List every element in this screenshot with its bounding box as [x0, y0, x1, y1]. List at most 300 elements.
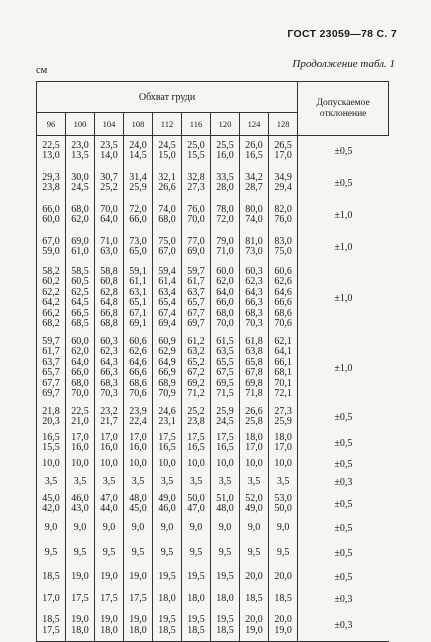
- value-line: 10,0: [100, 458, 118, 470]
- value-line: 9,5: [160, 546, 174, 558]
- value-line: 64,2: [42, 297, 60, 308]
- value-cell: [66, 431, 95, 456]
- value-line: 20,0: [274, 614, 292, 626]
- value-cell: [240, 456, 269, 474]
- value-line: 16,0: [100, 442, 118, 453]
- value-line: 17,5: [42, 624, 60, 636]
- tolerance-cell: ±0,3: [298, 611, 389, 642]
- value-line: 16,0: [216, 150, 234, 162]
- value-cell: [66, 264, 95, 333]
- value-line: 32,8: [187, 171, 205, 183]
- value-line: 71,0: [216, 246, 234, 257]
- value-line: 19,0: [129, 571, 147, 583]
- value-line: 17,0: [274, 442, 292, 453]
- value-cell: [37, 474, 66, 492]
- value-cell: [124, 404, 153, 431]
- value-line: 17,0: [274, 150, 292, 162]
- value-cell: [153, 264, 182, 333]
- value-cell: [240, 264, 269, 333]
- value-line: 10,0: [42, 458, 60, 470]
- value-line: 3,5: [218, 476, 232, 488]
- value-line: 60,9: [158, 335, 176, 347]
- value-cell: [153, 540, 182, 567]
- value-cell: [66, 456, 95, 474]
- value-cell: [182, 611, 211, 642]
- value-cell: [124, 589, 153, 611]
- value-line: 69,1: [129, 318, 147, 329]
- value-line: 22,5: [71, 405, 89, 417]
- value-line: 16,5: [158, 442, 176, 453]
- value-line: 68,1: [274, 367, 292, 378]
- value-cell: [240, 492, 269, 517]
- value-cell: [211, 136, 240, 167]
- tolerance-cell: ±0,5: [298, 567, 389, 589]
- value-line: 24,6: [158, 405, 176, 417]
- value-line: 48,0: [216, 503, 234, 514]
- value-cell: [95, 474, 124, 492]
- value-line: 19,5: [158, 571, 176, 583]
- tolerance-cell: ±0,3: [298, 589, 389, 611]
- value-line: 70,0: [187, 214, 205, 225]
- value-cell: [95, 264, 124, 333]
- value-line: 70,0: [71, 388, 89, 399]
- value-line: 19,5: [187, 614, 205, 626]
- value-cell: [211, 456, 240, 474]
- tolerance-cell: ±0,5: [298, 167, 389, 200]
- value-line: 18,5: [245, 593, 263, 605]
- value-cell: [211, 231, 240, 264]
- value-line: 17,5: [71, 593, 89, 605]
- value-line: 69,4: [158, 318, 176, 329]
- value-line: 69,2: [187, 377, 205, 389]
- value-line: 79,0: [216, 235, 234, 247]
- value-line: 58,2: [42, 265, 60, 277]
- value-cell: [211, 492, 240, 517]
- value-line: 13,5: [71, 150, 89, 162]
- value-cell: [37, 231, 66, 264]
- value-line: 19,0: [71, 614, 89, 626]
- value-line: 63,7: [42, 356, 60, 368]
- value-line: 50,0: [187, 492, 205, 504]
- value-line: 81,0: [245, 235, 263, 247]
- value-line: 18,0: [71, 624, 89, 636]
- value-cell: [269, 517, 298, 540]
- value-cell: [269, 136, 298, 167]
- value-cell: [182, 540, 211, 567]
- value-cell: [95, 540, 124, 567]
- value-line: 20,0: [245, 614, 263, 626]
- value-cell: [95, 431, 124, 456]
- value-line: 65,0: [129, 246, 147, 257]
- value-cell: [95, 167, 124, 200]
- value-line: 9,0: [276, 521, 290, 533]
- value-cell: [182, 474, 211, 492]
- value-cell: [124, 231, 153, 264]
- value-cell: [124, 456, 153, 474]
- value-cell: [211, 431, 240, 456]
- value-line: 63,8: [245, 346, 263, 357]
- value-cell: [269, 231, 298, 264]
- value-line: 64,3: [245, 286, 263, 298]
- value-line: 50,0: [274, 503, 292, 514]
- value-line: 72,1: [274, 388, 292, 399]
- size-header-100: 100: [66, 113, 95, 136]
- tolerance-cell: ±0,5: [298, 136, 389, 167]
- tolerance-cell: ±0,5: [298, 404, 389, 431]
- value-line: 62,0: [71, 214, 89, 225]
- value-line: 18,0: [129, 624, 147, 636]
- value-cell: [153, 431, 182, 456]
- value-cell: [37, 333, 66, 404]
- value-cell: [182, 517, 211, 540]
- value-line: 52,0: [245, 492, 263, 504]
- value-line: 18,0: [274, 431, 292, 443]
- value-line: 9,0: [102, 521, 116, 533]
- value-cell: [66, 517, 95, 540]
- value-line: 66,5: [71, 307, 89, 319]
- value-line: 68,0: [158, 214, 176, 225]
- value-line: 51,0: [216, 492, 234, 504]
- value-line: 9,5: [102, 546, 116, 558]
- value-line: 15,5: [42, 442, 60, 453]
- value-line: 24,5: [158, 139, 176, 151]
- value-line: 64,9: [158, 356, 176, 368]
- value-cell: [95, 567, 124, 589]
- value-line: 20,0: [245, 571, 263, 583]
- chest-girth-header: Обхват груди: [37, 82, 298, 113]
- value-line: 10,0: [158, 458, 176, 470]
- value-line: 17,0: [71, 431, 89, 443]
- value-line: 58,5: [71, 265, 89, 277]
- value-line: 67,7: [187, 307, 205, 319]
- value-cell: [37, 456, 66, 474]
- value-line: 66,6: [129, 367, 147, 378]
- value-line: 65,7: [187, 297, 205, 308]
- value-line: 34,2: [245, 171, 263, 183]
- value-cell: [153, 611, 182, 642]
- value-line: 72,0: [216, 214, 234, 225]
- value-cell: [182, 231, 211, 264]
- value-cell: [240, 136, 269, 167]
- value-cell: [124, 540, 153, 567]
- value-line: 64,3: [100, 356, 118, 368]
- value-line: 10,0: [71, 458, 89, 470]
- value-cell: [95, 517, 124, 540]
- value-line: 75,0: [158, 235, 176, 247]
- value-line: 20,3: [42, 416, 60, 427]
- value-line: 63,1: [129, 286, 147, 298]
- value-line: 53,0: [274, 492, 292, 504]
- value-line: 80,0: [245, 203, 263, 215]
- value-cell: [37, 611, 66, 642]
- value-line: 44,0: [100, 503, 118, 514]
- value-line: 42,0: [42, 503, 60, 514]
- value-cell: [211, 589, 240, 611]
- value-line: 65,5: [216, 356, 234, 368]
- value-cell: [124, 136, 153, 167]
- value-cell: [124, 167, 153, 200]
- value-line: 68,0: [216, 307, 234, 319]
- value-line: 71,5: [216, 388, 234, 399]
- value-line: 25,8: [245, 416, 263, 427]
- value-line: 28,0: [216, 182, 234, 193]
- value-cell: [240, 404, 269, 431]
- value-line: 23,0: [71, 139, 89, 151]
- value-line: 9,5: [247, 546, 261, 558]
- value-line: 23,9: [129, 405, 147, 417]
- value-line: 24,0: [129, 139, 147, 151]
- table-body: [37, 136, 389, 642]
- value-line: 26,5: [274, 139, 292, 151]
- value-line: 9,5: [218, 546, 232, 558]
- value-cell: [153, 474, 182, 492]
- value-line: 43,0: [71, 503, 89, 514]
- value-cell: [95, 589, 124, 611]
- value-cell: [240, 474, 269, 492]
- value-line: 60,3: [245, 265, 263, 277]
- value-line: 14,5: [129, 150, 147, 162]
- value-line: 18,5: [216, 624, 234, 636]
- value-line: 64,0: [216, 286, 234, 298]
- value-line: 9,0: [218, 521, 232, 533]
- value-line: 71,0: [100, 235, 118, 247]
- value-line: 66,3: [100, 367, 118, 378]
- value-line: 66,8: [100, 307, 118, 319]
- value-cell: [124, 517, 153, 540]
- value-cell: [240, 167, 269, 200]
- tolerance-cell: ±1,0: [298, 333, 389, 404]
- value-cell: [240, 200, 269, 231]
- value-line: 66,6: [274, 297, 292, 308]
- value-line: 67,2: [187, 367, 205, 378]
- value-line: 3,5: [160, 476, 174, 488]
- table-row: [37, 517, 389, 540]
- value-line: 64,6: [274, 286, 292, 298]
- value-line: 17,5: [129, 593, 147, 605]
- value-line: 67,4: [158, 307, 176, 319]
- value-line: 26,6: [158, 182, 176, 193]
- table-row: [37, 456, 389, 474]
- value-line: 61,4: [158, 276, 176, 287]
- value-line: 17,5: [216, 431, 234, 443]
- value-cell: [153, 200, 182, 231]
- tolerance-cell: ±0,5: [298, 517, 389, 540]
- value-line: 66,0: [71, 367, 89, 378]
- value-line: 14,0: [100, 150, 118, 162]
- value-line: 73,0: [245, 246, 263, 257]
- value-line: 60,0: [71, 335, 89, 347]
- value-line: 69,0: [187, 246, 205, 257]
- table-row: [37, 404, 389, 431]
- tolerance-cell: ±1,0: [298, 200, 389, 231]
- value-cell: [182, 167, 211, 200]
- value-line: 17,5: [158, 431, 176, 443]
- value-line: 29,3: [42, 171, 60, 183]
- value-line: 15,0: [158, 150, 176, 162]
- value-line: 62,2: [42, 286, 60, 298]
- value-line: 70,6: [129, 388, 147, 399]
- value-line: 26,0: [245, 139, 263, 151]
- value-cell: [182, 456, 211, 474]
- value-cell: [124, 474, 153, 492]
- value-cell: [182, 404, 211, 431]
- value-cell: [182, 264, 211, 333]
- value-cell: [211, 404, 240, 431]
- value-line: 29,4: [274, 182, 292, 193]
- value-line: 66,0: [216, 297, 234, 308]
- value-line: 49,0: [158, 492, 176, 504]
- value-line: 70,9: [158, 388, 176, 399]
- value-cell: [37, 200, 66, 231]
- value-cell: [269, 456, 298, 474]
- value-cell: [269, 167, 298, 200]
- value-cell: [211, 333, 240, 404]
- value-line: 9,0: [189, 521, 203, 533]
- value-cell: [66, 492, 95, 517]
- value-line: 63,0: [100, 246, 118, 257]
- value-line: 68,5: [71, 318, 89, 329]
- value-line: 10,0: [187, 458, 205, 470]
- value-line: 76,0: [187, 203, 205, 215]
- value-line: 67,7: [42, 377, 60, 389]
- value-line: 17,0: [129, 431, 147, 443]
- value-line: 60,0: [42, 214, 60, 225]
- value-line: 65,4: [158, 297, 176, 308]
- value-line: 21,0: [71, 416, 89, 427]
- value-cell: [66, 200, 95, 231]
- value-cell: [95, 231, 124, 264]
- value-cell: [95, 456, 124, 474]
- value-line: 28,7: [245, 182, 263, 193]
- tolerance-cell: ±1,0: [298, 264, 389, 333]
- value-cell: [153, 517, 182, 540]
- value-cell: [269, 404, 298, 431]
- value-line: 16,5: [187, 442, 205, 453]
- value-line: 63,2: [187, 346, 205, 357]
- value-cell: [211, 611, 240, 642]
- value-line: 9,0: [247, 521, 261, 533]
- value-line: 61,7: [187, 276, 205, 287]
- value-line: 19,5: [187, 571, 205, 583]
- value-cell: [240, 333, 269, 404]
- value-line: 22,4: [129, 416, 147, 427]
- value-line: 69,7: [187, 318, 205, 329]
- value-line: 18,5: [158, 624, 176, 636]
- value-line: 83,0: [274, 235, 292, 247]
- value-line: 16,5: [216, 442, 234, 453]
- value-cell: [37, 567, 66, 589]
- value-line: 16,0: [129, 442, 147, 453]
- value-line: 59,0: [42, 246, 60, 257]
- value-line: 59,4: [158, 265, 176, 277]
- value-cell: [211, 264, 240, 333]
- value-line: 64,0: [71, 356, 89, 368]
- value-cell: [211, 167, 240, 200]
- value-line: 61,2: [187, 335, 205, 347]
- table-row: [37, 264, 389, 333]
- value-line: 70,3: [245, 318, 263, 329]
- tolerance-cell: ±1,0: [298, 231, 389, 264]
- value-line: 62,9: [158, 346, 176, 357]
- value-cell: [153, 567, 182, 589]
- value-line: 18,0: [245, 431, 263, 443]
- value-line: 62,8: [100, 286, 118, 298]
- value-line: 34,9: [274, 171, 292, 183]
- value-line: 22,5: [42, 139, 60, 151]
- value-line: 74,0: [245, 214, 263, 225]
- value-line: 62,0: [71, 346, 89, 357]
- size-header-112: 112: [153, 113, 182, 136]
- value-cell: [66, 231, 95, 264]
- value-line: 59,7: [42, 335, 60, 347]
- size-header-108: 108: [124, 113, 153, 136]
- tolerance-cell: ±0,5: [298, 431, 389, 456]
- value-line: 66,0: [129, 214, 147, 225]
- value-line: 66,9: [158, 367, 176, 378]
- size-header-124: 124: [240, 113, 269, 136]
- value-line: 67,1: [129, 307, 147, 319]
- value-cell: [240, 231, 269, 264]
- value-line: 64,8: [100, 297, 118, 308]
- tolerance-header: Допускаемое отклонение: [298, 82, 389, 136]
- value-line: 19,0: [245, 624, 263, 636]
- value-line: 62,0: [216, 276, 234, 287]
- value-line: 65,2: [187, 356, 205, 368]
- value-cell: [124, 333, 153, 404]
- value-cell: [66, 404, 95, 431]
- value-cell: [66, 167, 95, 200]
- value-line: 25,9: [129, 182, 147, 193]
- value-line: 70,0: [100, 203, 118, 215]
- value-line: 58,8: [100, 265, 118, 277]
- value-line: 45,0: [129, 503, 147, 514]
- value-cell: [240, 517, 269, 540]
- value-line: 18,0: [216, 593, 234, 605]
- value-cell: [269, 611, 298, 642]
- value-line: 23,8: [187, 416, 205, 427]
- value-line: 49,0: [245, 503, 263, 514]
- value-line: 16,5: [42, 431, 60, 443]
- value-line: 32,1: [158, 171, 176, 183]
- value-cell: [153, 589, 182, 611]
- value-line: 3,5: [276, 476, 290, 488]
- value-line: 68,9: [158, 377, 176, 389]
- value-line: 3,5: [102, 476, 116, 488]
- value-cell: [269, 540, 298, 567]
- table-row: [37, 567, 389, 589]
- value-line: 25,0: [187, 139, 205, 151]
- value-line: 47,0: [100, 492, 118, 504]
- value-line: 21,8: [42, 405, 60, 417]
- value-line: 62,6: [274, 276, 292, 287]
- value-cell: [37, 540, 66, 567]
- value-line: 68,3: [245, 307, 263, 319]
- value-line: 60,8: [100, 276, 118, 287]
- value-line: 70,1: [274, 377, 292, 389]
- value-line: 67,0: [158, 246, 176, 257]
- value-cell: [124, 567, 153, 589]
- value-line: 9,0: [131, 521, 145, 533]
- value-cell: [182, 200, 211, 231]
- value-line: 19,0: [71, 571, 89, 583]
- value-cell: [66, 567, 95, 589]
- value-line: 61,5: [216, 335, 234, 347]
- tolerance-cell: ±0,5: [298, 540, 389, 567]
- value-cell: [269, 589, 298, 611]
- value-line: 18,5: [274, 593, 292, 605]
- value-line: 23,2: [100, 405, 118, 417]
- value-cell: [124, 200, 153, 231]
